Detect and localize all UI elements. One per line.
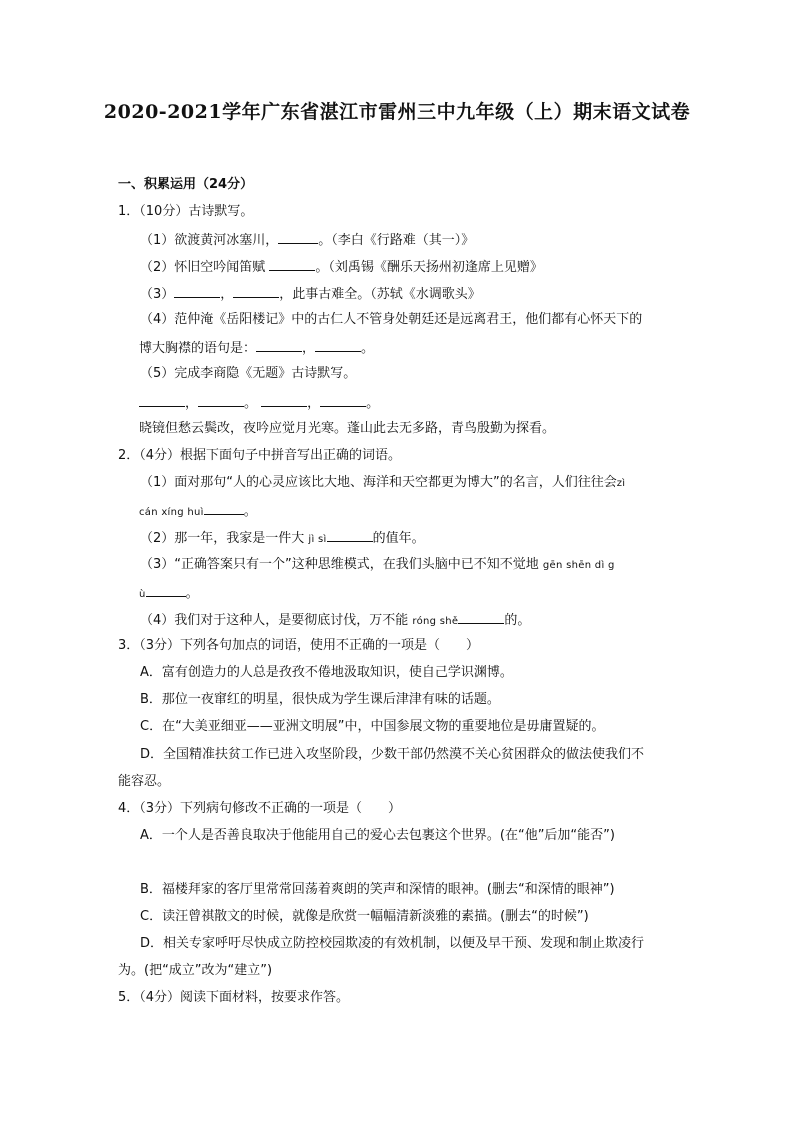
q1-item-2-post: 。（刘禹锡《酬乐天扬州初逢席上见赠》 xyxy=(315,260,543,275)
q1-item-5: （5）完成李商隐《无题》古诗默写。 xyxy=(140,366,357,381)
q2-item-1-line-2 xyxy=(139,501,257,522)
question-1-stem: 1．（10分）古诗默写。 xyxy=(118,204,254,219)
q2-item-3-line-1 xyxy=(140,556,615,575)
question-2-stem: 2．（4分）根据下面句子中拼音写出正确的词语。 xyxy=(118,448,402,463)
answer-blank[interactable] xyxy=(139,393,185,407)
page-title: 2020-2021学年广东省湛江市雷州三中九年级（上）期末语文试卷 xyxy=(103,101,691,123)
q1-item-2 xyxy=(140,257,543,277)
q1-item-5-sep: 。 xyxy=(244,396,262,411)
q2-item-2 xyxy=(140,528,425,549)
pinyin: gēn shēn dì g xyxy=(542,560,615,571)
q2-item-4 xyxy=(140,610,530,631)
answer-blank[interactable] xyxy=(146,583,186,597)
pinyin: cán xíng huì xyxy=(139,507,204,518)
answer-blank[interactable] xyxy=(320,393,366,407)
q2-item-3-end: 。 xyxy=(185,586,199,601)
question-5-stem: 5．（4分）阅读下面材料，按要求作答。 xyxy=(118,990,350,1005)
q2-item-4-pre: （4）我们对于这种人，是要彻底讨伐，万不能 xyxy=(140,613,413,628)
q1-item-4-line-2 xyxy=(139,338,374,358)
q1-item-5-sep: ， xyxy=(185,396,199,411)
q3-option-c[interactable]: C．在“大美亚细亚——亚洲文明展”中，中国参展文物的重要地位是毋庸置疑的。 xyxy=(140,719,605,734)
q1-item-1 xyxy=(140,230,474,250)
answer-blank[interactable] xyxy=(458,610,504,624)
pinyin: zì xyxy=(616,478,626,489)
q4-option-d-line-2: 为。(把“成立”改为“建立”) xyxy=(118,963,273,978)
q3-option-b[interactable]: B．那位一夜窜红的明星，很快成为学生课后津津有味的话题。 xyxy=(140,692,500,707)
q1-item-4-post: 。 xyxy=(361,341,375,356)
q1-item-5-sep: ， xyxy=(307,396,321,411)
q1-item-3-mid: ， xyxy=(220,287,234,302)
answer-blank[interactable] xyxy=(174,284,220,298)
q2-item-4-post: 的。 xyxy=(504,613,531,628)
q1-item-5-sep: 。 xyxy=(366,396,380,411)
q3-option-d-line-1[interactable]: D．全国精准扶贫工作已进入攻坚阶段，少数干部仍然漠不关心贫困群众的做法使我们不 xyxy=(140,747,645,762)
q1-item-3-post: ，此事古难全。（苏轼《水调歌头》 xyxy=(279,287,481,302)
q1-item-5-poem: 晓镜但愁云鬓改，夜吟应觉月光寒。蓬山此去无多路，青鸟殷勤为探看。 xyxy=(139,421,556,436)
answer-blank[interactable] xyxy=(327,528,373,542)
q3-option-a[interactable]: A．富有创造力的人总是孜孜不倦地汲取知识，使自己学识渊博。 xyxy=(140,665,513,680)
answer-blank[interactable] xyxy=(233,284,279,298)
q4-option-c[interactable]: C．读汪曾祺散文的时候，就像是欣赏一幅幅清新淡雅的素描。(删去“的时候”) xyxy=(140,909,589,924)
q1-item-2-pre: （2）怀旧空吟闻笛赋 xyxy=(140,260,270,275)
question-4-stem: 4．（3分）下列病句修改不正确的一项是（ ） xyxy=(118,801,402,816)
q1-item-5-blanks xyxy=(139,393,379,413)
q1-item-1-post: 。（李白《行路难（其一）》 xyxy=(318,233,475,248)
q2-item-3-line-2 xyxy=(139,583,199,604)
q2-item-1-end: 。 xyxy=(243,504,257,519)
q1-item-4-mid: ， xyxy=(302,341,316,356)
section-heading: 一、积累运用（24分） xyxy=(118,177,254,192)
answer-blank[interactable] xyxy=(198,393,244,407)
answer-blank[interactable] xyxy=(204,501,244,515)
answer-blank[interactable] xyxy=(256,338,302,352)
q4-option-b[interactable]: B．福楼拜家的客厅里常常回荡着爽朗的笑声和深情的眼神。(删去“和深情的眼神”) xyxy=(140,882,615,897)
answer-blank[interactable] xyxy=(261,393,307,407)
q1-item-1-pre: （1）欲渡黄河冰塞川， xyxy=(140,233,279,248)
q1-item-4-pre: 博大胸襟的语句是： xyxy=(139,341,257,356)
answer-blank[interactable] xyxy=(269,257,315,271)
q1-item-3-pre: （3） xyxy=(140,287,175,302)
q4-option-a[interactable]: A．一个人是否善良取决于他能用自己的爱心去包裹这个世界。(在“他”后加“能否”) xyxy=(140,828,615,843)
q2-item-2-pre: （2）那一年，我家是一件大 xyxy=(140,531,309,546)
q2-item-1-line-1 xyxy=(140,474,625,493)
pinyin: ù xyxy=(139,589,146,600)
pinyin: róng shě xyxy=(412,616,459,627)
q4-option-d-line-1[interactable]: D．相关专家呼吁尽快成立防控校园欺凌的有效机制，以便及早干预、发现和制止欺凌行 xyxy=(140,936,645,951)
q2-item-1-text: （1）面对那句“人的心灵应该比大地、海洋和天空都更为博大”的名言，人们往往会 xyxy=(140,475,617,490)
q2-item-3-pre: （3）“正确答案只有一个”这种思维模式，在我们头脑中已不知不觉地 xyxy=(140,557,543,572)
q2-item-2-post: 的值年。 xyxy=(372,531,425,546)
pinyin: jì sì xyxy=(308,534,327,545)
q3-option-d-line-2: 能容忍。 xyxy=(118,774,171,789)
q1-item-3 xyxy=(140,284,481,304)
answer-blank[interactable] xyxy=(278,230,318,244)
q1-item-4-line-1: （4）范仲淹《岳阳楼记》中的古仁人不管身处朝廷还是远离君王，他们都有心怀天下的 xyxy=(140,312,643,327)
answer-blank[interactable] xyxy=(315,338,361,352)
question-3-stem: 3．（3分）下列各句加点的词语，使用不正确的一项是（ ） xyxy=(118,638,480,653)
